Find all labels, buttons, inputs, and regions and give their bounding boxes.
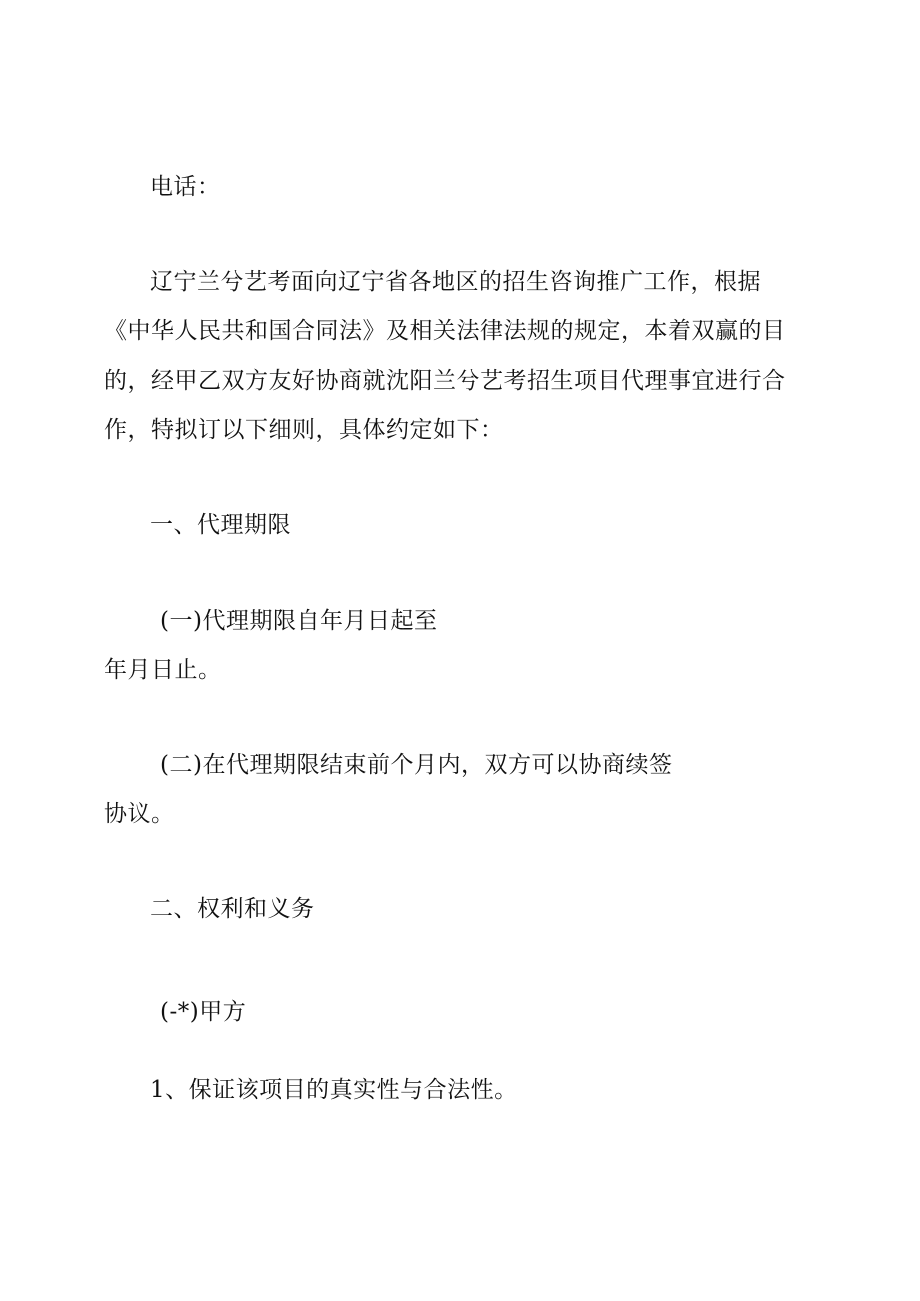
intro-line-2: 《中华人民共和国合同法》及相关法律法规的规定，本着双赢的目 (104, 318, 786, 344)
section-2-clause-1: 1、保证该项目的真实性与合法性。 (150, 1077, 518, 1103)
section-1-item-2-line-1: (二)在代理期限结束前个月内，双方可以协商续签 (160, 752, 673, 778)
section-2-sub-heading-party-a: (-*)甲方 (160, 999, 247, 1025)
section-1-item-1-line-2: 年月日止。 (104, 657, 222, 683)
section-2-heading: 二、权利和义务 (150, 896, 315, 922)
intro-line-1: 辽宁兰兮艺考面向辽宁省各地区的招生咨询推广工作，根据 (150, 269, 761, 295)
section-1-item-2-line-2: 协议。 (104, 801, 175, 827)
phone-label: 电话： (150, 174, 221, 200)
section-1-item-1-line-1: (一)代理期限自年月日起至 (160, 608, 438, 634)
intro-line-3: 的，经甲乙双方友好协商就沈阳兰兮艺考招生项目代理事宜进行合 (104, 368, 786, 394)
intro-line-4: 作，特拟订以下细则，具体约定如下： (104, 417, 504, 443)
section-1-heading: 一、代理期限 (150, 512, 291, 538)
